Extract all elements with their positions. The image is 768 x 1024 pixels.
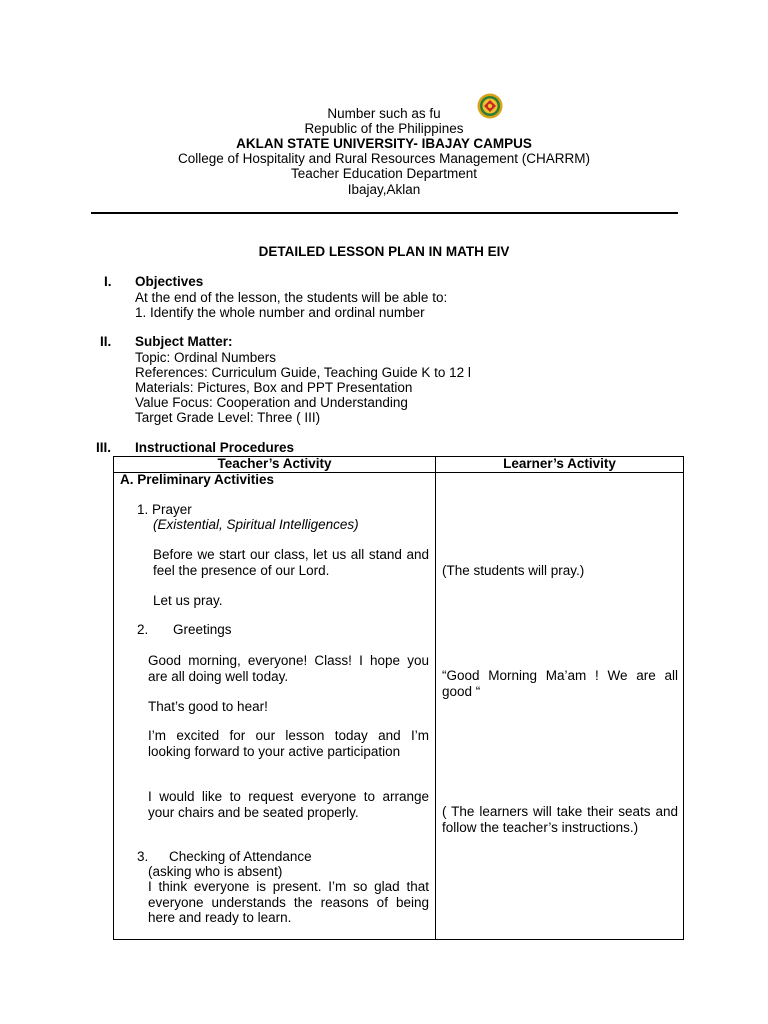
subject-materials: Materials: Pictures, Box and PPT Presentation — [135, 380, 413, 395]
greeting-response: “Good Morning Ma’am ! We are all good “ — [442, 668, 678, 699]
document-title: DETAILED LESSON PLAN IN MATH EIV — [258, 244, 510, 259]
subject-matter-numeral: II. — [100, 334, 112, 349]
prayer-note: (Existential, Spiritual Intelligences) — [153, 517, 359, 532]
attendance-number: 3. — [137, 849, 149, 864]
header-department: Teacher Education Department — [290, 166, 478, 181]
header-university: AKLAN STATE UNIVERSITY- IBAJAY CAMPUS — [236, 136, 532, 151]
table-column-divider — [435, 457, 436, 939]
subject-grade-level: Target Grade Level: Three ( III) — [135, 410, 321, 425]
objective-item: 1. Identify the whole number and ordinal number — [135, 305, 425, 320]
subject-value-focus: Value Focus: Cooperation and Understanding — [135, 395, 408, 410]
header-location: Ibajay,Aklan — [347, 182, 421, 197]
subject-matter-heading: Subject Matter: — [135, 334, 233, 349]
learner-activity-header: Learner’s Activity — [503, 456, 616, 471]
arrange-response: ( The learners will take their seats and follow the teacher’s instructions.) — [442, 804, 678, 835]
objectives-heading: Objectives — [135, 274, 204, 289]
procedures-heading: Instructional Procedures — [135, 440, 295, 455]
header-republic: Republic of the Philippines — [304, 121, 464, 136]
greetings-label: Greetings — [173, 622, 232, 637]
subject-topic: Topic: Ordinal Numbers — [135, 350, 277, 365]
header-divider — [91, 212, 678, 214]
arrange-text: I would like to request everyone to arrange your chairs and be seated properly. — [148, 789, 429, 820]
header-number-text: Number such as fu — [327, 106, 441, 121]
prayer-text: Before we start our class, let us all stand and feel the presence of our Lord. — [153, 547, 429, 578]
excited-text: I’m excited for our lesson today and I’m looking forward to your active participation — [148, 728, 429, 759]
prayer-response: (The students will pray.) — [442, 563, 585, 578]
attendance-note: (asking who is absent) — [148, 864, 283, 879]
objectives-intro: At the end of the lesson, the students will be able to: — [135, 290, 448, 305]
attendance-label: Checking of Attendance — [169, 849, 312, 864]
good-to-hear-text: That’s good to hear! — [148, 699, 268, 714]
preliminary-activities-heading: A. Preliminary Activities — [120, 472, 275, 487]
lets-pray-text: Let us pray. — [153, 593, 223, 608]
prayer-label: 1. Prayer — [137, 502, 192, 517]
objectives-numeral: I. — [104, 274, 112, 289]
header-college: College of Hospitality and Rural Resources Management (CHARRM) — [178, 151, 590, 166]
teacher-activity-header: Teacher’s Activity — [217, 456, 332, 471]
header-line-number — [0, 106, 768, 121]
procedures-numeral: III. — [96, 440, 112, 455]
greetings-number: 2. — [137, 622, 149, 637]
attendance-text: I think everyone is present. I’m so glad that everyone understands the reasons of being here and ready to learn. — [148, 879, 429, 925]
greeting-text: Good morning, everyone! Class! I hope you are all doing well today. — [148, 653, 429, 684]
university-seal-icon — [477, 93, 503, 119]
subject-references: References: Curriculum Guide, Teaching Guide K to 12 l — [135, 365, 471, 380]
